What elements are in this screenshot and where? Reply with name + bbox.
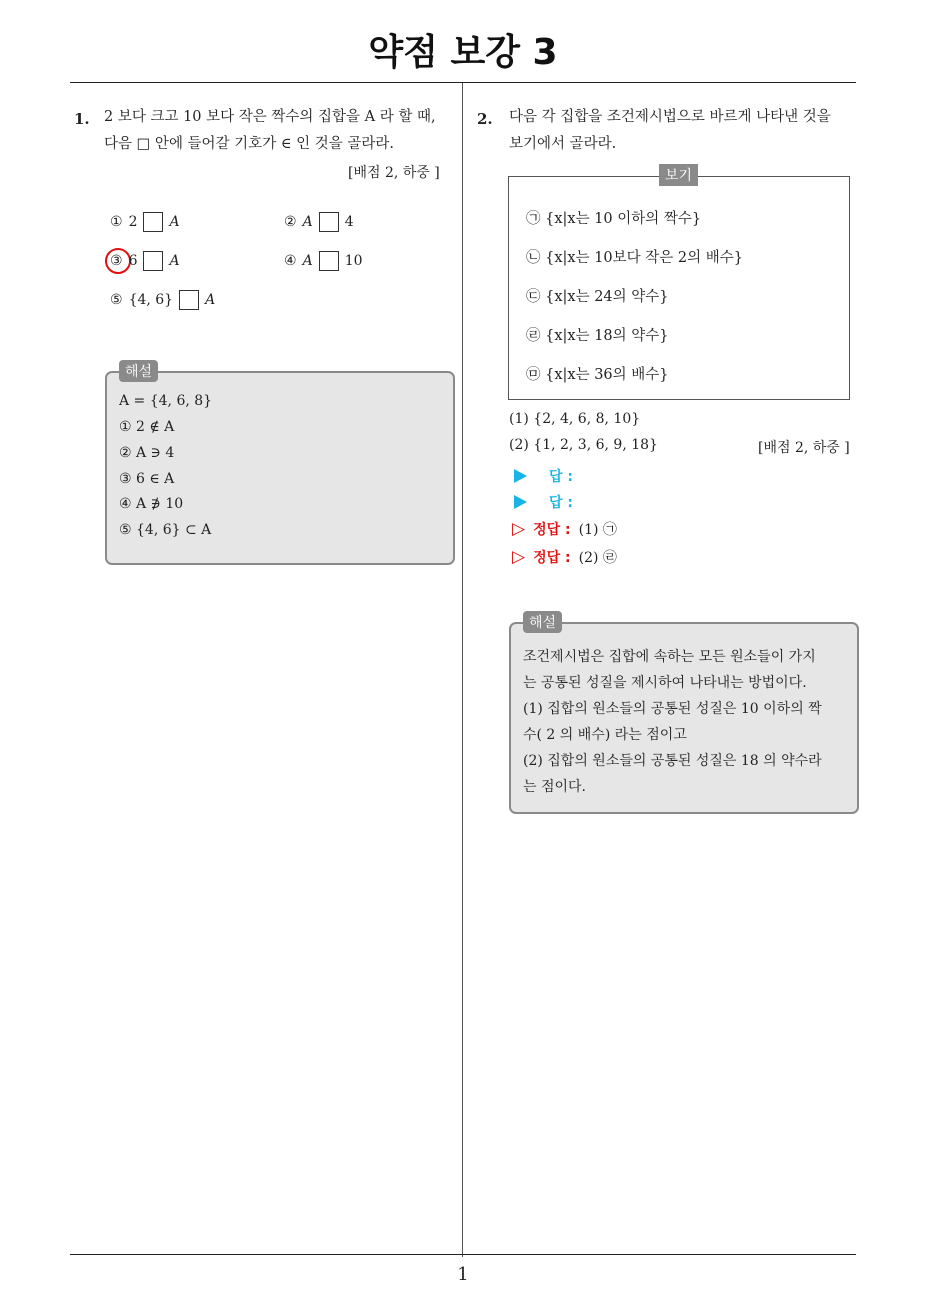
expl-line: (2) 집합의 원소들의 공통된 성질은 18 의 약수라: [523, 753, 822, 769]
correct-answer: (2) ㉣: [578, 550, 617, 566]
q2-sub2: (2) {1, 2, 3, 6, 9, 18}: [509, 437, 658, 453]
expl-line: ③ 6 ∈ A: [119, 471, 175, 487]
expl-line: 는 공통된 성질을 제시하여 나타내는 방법이다.: [523, 675, 807, 691]
q2-number: 2.: [477, 110, 493, 128]
correct-answer: (1) ㉠: [578, 522, 617, 538]
choice-mark: ①: [110, 214, 123, 230]
q1-choice-5[interactable]: [110, 290, 215, 310]
expl-line: 는 점이다.: [523, 779, 586, 795]
blank-box: [179, 290, 199, 310]
expl-line: A = {4, 6, 8}: [119, 393, 213, 409]
choice-left: A: [302, 253, 313, 269]
choice-right: 10: [344, 253, 363, 269]
bogi-item: ㉡ {x|x는 10보다 작은 2의 배수}: [526, 250, 743, 266]
answer-label: 답 :: [549, 469, 573, 485]
choice-left: 6: [128, 253, 138, 269]
choice-mark: ④: [284, 253, 297, 269]
blank-box: [319, 251, 339, 271]
play-triangle-icon: [514, 469, 527, 483]
bogi-tag: 보기: [659, 164, 698, 186]
correct-label: 정답 :: [533, 522, 571, 538]
q1-score: [배점 2, 하중 ]: [348, 165, 440, 181]
choice-mark: ③: [110, 253, 123, 269]
q1-choice-2[interactable]: [284, 212, 354, 232]
correct-row-2: [512, 547, 617, 567]
choice-mark: ⑤: [110, 292, 123, 308]
bogi-item: ㉠ {x|x는 10 이하의 짝수}: [526, 211, 702, 227]
q2-text: [509, 104, 859, 158]
q1-line1: 2 보다 크고 10 보다 작은 짝수의 집합을 A 라 할 때,: [104, 109, 436, 125]
choice-left: {4, 6}: [128, 292, 174, 308]
outline-triangle-icon: ▷: [512, 519, 526, 539]
q1-line2: 다음 □ 안에 들어갈 기호가 ∈ 인 것을 골라라.: [104, 136, 395, 152]
q2-line1: 다음 각 집합을 조건제시법으로 바르게 나타낸 것을: [509, 109, 831, 125]
choice-left: 2: [128, 214, 138, 230]
expl-line: ② A ∋ 4: [119, 445, 175, 461]
expl-line: 조건제시법은 집합에 속하는 모든 원소들이 가지: [523, 649, 816, 665]
expl-line: ① 2 ∉ A: [119, 419, 175, 435]
footer-rule: [70, 1254, 856, 1255]
choice-right: A: [205, 292, 216, 308]
q2-explanation-tag: 해설: [523, 611, 562, 633]
q2-sub1: (1) {2, 4, 6, 8, 10}: [509, 411, 641, 427]
q1-choice-3[interactable]: [110, 251, 180, 271]
q1-choice-4[interactable]: [284, 251, 363, 271]
page-title: 약점 보강 3: [368, 32, 558, 73]
q2-line2: 보기에서 골라라.: [509, 136, 617, 152]
header-rule: [70, 82, 856, 83]
expl-line: (1) 집합의 원소들의 공통된 성질은 10 이하의 짝: [523, 701, 822, 717]
q1-number: 1.: [74, 110, 90, 128]
q1-explanation-box: [105, 371, 455, 565]
bogi-box: [508, 176, 850, 400]
expl-line: 수( 2 의 배수) 라는 점이고: [523, 727, 687, 743]
blank-box: [143, 251, 163, 271]
choice-left: A: [302, 214, 313, 230]
q1-text: [104, 104, 456, 158]
blank-box: [143, 212, 163, 232]
q2-score: [배점 2, 하중 ]: [758, 440, 850, 456]
expl-line: ④ A ∌ 10: [119, 496, 184, 512]
bogi-item: ㉤ {x|x는 36의 배수}: [526, 367, 669, 383]
choice-right: A: [169, 214, 180, 230]
q1-explanation-tag: 해설: [119, 360, 158, 382]
answer-row-1[interactable]: [514, 466, 573, 486]
play-triangle-icon: [514, 495, 527, 509]
expl-line: ⑤ {4, 6} ⊂ A: [119, 522, 212, 538]
choice-mark: ②: [284, 214, 297, 230]
blank-box: [319, 212, 339, 232]
choice-right: 4: [344, 214, 354, 230]
bogi-item: ㉣ {x|x는 18의 약수}: [526, 328, 669, 344]
bogi-item: ㉢ {x|x는 24의 약수}: [526, 289, 669, 305]
answer-label: 답 :: [549, 495, 573, 511]
q2-explanation-box: [509, 622, 859, 814]
q1-choice-1[interactable]: [110, 212, 180, 232]
column-divider: [462, 83, 463, 1257]
outline-triangle-icon: ▷: [512, 547, 526, 567]
page-number: 1: [457, 1264, 469, 1285]
correct-label: 정답 :: [533, 550, 571, 566]
answer-row-2[interactable]: [514, 492, 573, 512]
choice-right: A: [169, 253, 180, 269]
correct-row-1: [512, 519, 617, 539]
